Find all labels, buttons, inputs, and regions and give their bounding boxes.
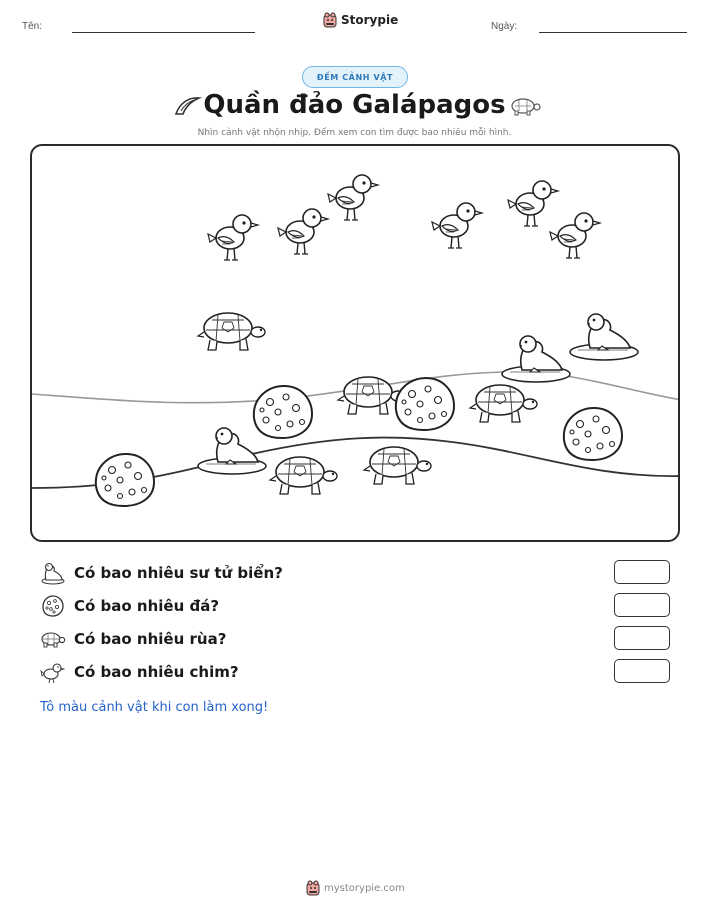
bird-icon bbox=[40, 659, 66, 685]
question-text: Có bao nhiêu chim? bbox=[74, 663, 239, 681]
name-line[interactable] bbox=[72, 32, 255, 33]
storypie-logo-icon bbox=[306, 880, 320, 896]
turtle-icon bbox=[40, 626, 66, 652]
storypie-logo-icon bbox=[323, 12, 337, 28]
turtle-title-icon bbox=[506, 94, 542, 118]
brand-name: Storypie bbox=[341, 13, 399, 27]
answer-box[interactable] bbox=[614, 560, 670, 584]
coloring-instruction: Tô màu cảnh vật khi con làm xong! bbox=[40, 700, 269, 715]
rock-icon bbox=[40, 593, 66, 619]
answer-box[interactable] bbox=[614, 593, 670, 617]
question-text: Có bao nhiêu rùa? bbox=[74, 630, 227, 648]
question-row bbox=[40, 593, 670, 619]
name-label: Tên: bbox=[22, 21, 43, 32]
scene-picture bbox=[30, 144, 680, 542]
page-title: Quần đảo Galápagos bbox=[203, 90, 506, 120]
brand-logo bbox=[323, 12, 398, 28]
question-row bbox=[40, 659, 670, 685]
page-subtitle: Nhìn cảnh vật nhộn nhịp. Đếm xem con tìm được bao nhiêu mỗi hình. bbox=[197, 128, 512, 138]
question-text: Có bao nhiêu sư tử biển? bbox=[74, 564, 283, 582]
answer-box[interactable] bbox=[614, 659, 670, 683]
question-row bbox=[40, 626, 670, 652]
activity-tag: ĐẾM CẢNH VẬT bbox=[302, 66, 408, 88]
footer bbox=[306, 880, 405, 896]
footer-url[interactable]: mystorypie.com bbox=[324, 882, 405, 894]
sea-lion-icon bbox=[40, 560, 66, 586]
date-label: Ngày: bbox=[491, 21, 518, 32]
question-text: Có bao nhiêu đá? bbox=[74, 597, 220, 615]
answer-box[interactable] bbox=[614, 626, 670, 650]
date-line[interactable] bbox=[539, 32, 687, 33]
question-row bbox=[40, 560, 670, 586]
